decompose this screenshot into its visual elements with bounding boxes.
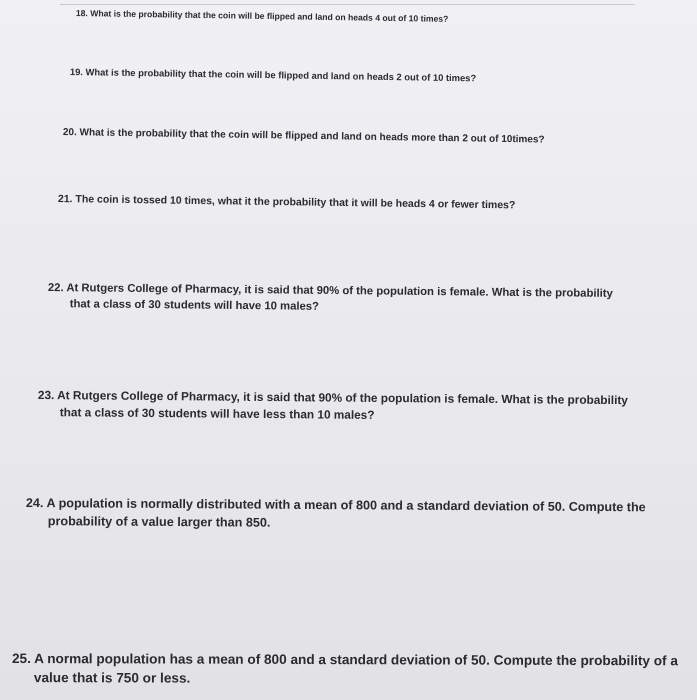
question-text: What is the probability that the coin will be flipped and land on heads more than 2 out of 10times? [79, 127, 545, 146]
question-text-continuation: that a class of 30 students will have 10 males? [69, 298, 320, 313]
question-21 [58, 193, 516, 211]
question-text: What is the probability that the coin will be flipped and land on heads 4 out of 10 times? [90, 8, 449, 24]
question-text: At Rutgers College of Pharmacy, it is said that 90% of the population is female. What is the probability [57, 388, 628, 408]
question-25 [12, 649, 678, 689]
question-number: 20. [62, 127, 77, 139]
question-22 [48, 280, 613, 318]
question-text: A population is normally distributed with a mean of 800 and a standard deviation of 50. Compute the [46, 496, 646, 515]
question-24 [26, 494, 646, 534]
question-text-continuation: that a class of 30 students will have less than 10 males? [59, 405, 375, 422]
question-20 [63, 127, 545, 146]
question-text-continuation: probability of a value larger than 850. [47, 514, 271, 530]
question-number: 23. [37, 387, 55, 403]
question-text: What is the probability that the coin will be flipped and land on heads 2 out of 10 times? [85, 66, 477, 84]
question-text: At Rutgers College of Pharmacy, it is said that 90% of the population is female. What is the probability [66, 282, 613, 300]
question-number: 19. [69, 66, 84, 78]
question-text: The coin is tossed 10 times, what it the probability that it will be heads 4 or fewer times? [75, 193, 516, 212]
question-18 [76, 8, 449, 24]
question-number: 18. [75, 8, 88, 19]
question-23 [38, 387, 628, 426]
question-number: 22. [47, 281, 64, 295]
question-19 [70, 66, 476, 83]
page-top-edge [60, 4, 635, 5]
question-number: 25. [11, 651, 31, 667]
question-number: 24. [25, 495, 44, 511]
question-number: 21. [57, 193, 73, 206]
question-text-continuation: value that is 750 or less. [33, 670, 191, 686]
question-text: A normal population has a mean of 800 and a standard deviation of 50. Compute the probability of a [34, 651, 678, 669]
